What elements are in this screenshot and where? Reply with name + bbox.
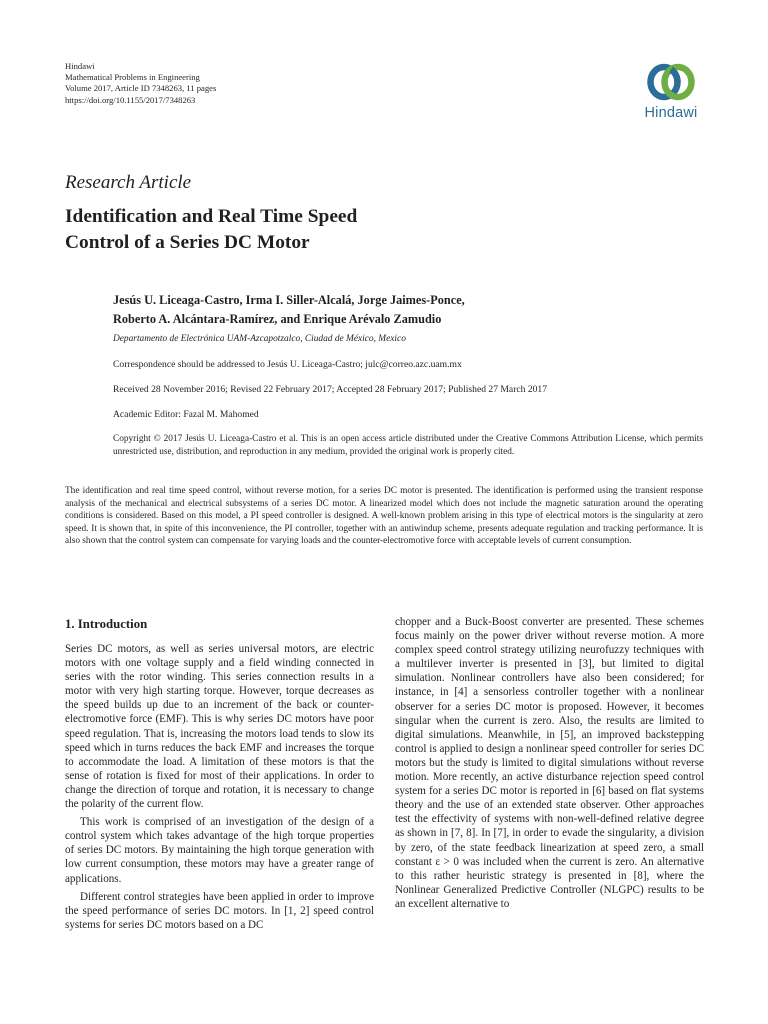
title-line-1: Identification and Real Time Speed <box>65 206 358 227</box>
hindawi-rings-logo-icon <box>637 58 705 104</box>
journal-name: Mathematical Problems in Engineering <box>65 72 200 83</box>
section-heading-introduction: 1. Introduction <box>65 617 148 631</box>
abstract: The identification and real time speed control, without reverse motion, for a series DC motor is presented. The identification is performed using the transient response analysis of the mechanical and electrical subsystems of a series DC motor. A linearized model which does not include the magnetic saturation around the operating conditions is considered. Based on this model, a PI speed controller is designed. A well-known problem arising in this type of electrical motors is the singularity at zero speed. It is shown that, in spite of this inconvenience, the PI controller, together with an antiwindup scheme, presents adequate regulation and tracking performance. It is also shown that the control system can compensate for varying loads and the counter-electromotive force with acceptable levels of current consumption. <box>65 486 703 546</box>
paragraph: chopper and a Buck-Boost converter are presented. These schemes focus mainly on the power driver without reverse motion. A more complex speed control strategy utilizing neurofuzzy techniques with a multilever inverter is presented in [3], but limited to digital simulation. Nonlinear controllers have also been considered; for instance, in [4] a sensorless controller together with a nonlinear observer for a series DC motor is proposed. However, it becomes singular when the current is zero. Also, the results are limited to digital simulations. Meanwhile, in [5], an improved backstepping control is applied to design a nonlinear speed controller for series DC motors but the study is limited to digital simulations without reverse motion. More recently, an active disturbance rejection speed control system for a series DC motor is reported in [6] based on flat systems theory and the use of an extended state observer. Other approaches test the effectivity of systems with non-well-defined relative degree as shown in [7, 8]. In [7], in order to evade the singularity, a division by zero, of the state feedback linearization at speed zero, a small constant ε > 0 was included when the current is zero. An alternative to this rather heuristic strategy is presented in [8], where the Nonlinear Generalized Predictive Controller (NLGPC) results to be an excellent alternative to <box>395 616 704 910</box>
article-type: Research Article <box>65 172 192 193</box>
volume-info: Volume 2017, Article ID 7348263, 11 pages <box>65 83 217 94</box>
doi-link[interactable]: https://doi.org/10.1155/2017/7348263 <box>65 94 196 105</box>
hindawi-logo <box>637 58 705 130</box>
publisher-name: Hindawi <box>65 61 95 71</box>
publication-dates: Received 28 November 2016; Revised 22 February 2017; Accepted 28 February 2017; Published 27 March 2017 <box>113 384 548 395</box>
hindawi-wordmark: Hindawi <box>644 105 698 121</box>
paragraph: Different control strategies have been applied in order to improve the speed performance of series DC motors. In [1, 2] speed control systems for series DC motors based on a DC <box>65 890 374 931</box>
paragraph: Series DC motors, as well as series universal motors, are electric motors with one voltage supply and a field winding connected in series with the rotor winding. This series connection results in a motor with very high starting torque. However, torque decreases as the speed builds up due to an increment of the back or counter-electromotive force (EMF). This is why series DC motors have poor speed regulation. That is, increasing the motors load tends to slow its speed which in turns reduces the back EMF and increases the torque to accommodate the load. A limitation of these motors is that the sense of rotation is fixed for most of their applications. In order to change the direction of torque and rotation, it is necessary to change the polarity of the current flow. <box>65 643 374 811</box>
paragraph: This work is comprised of an investigation of the design of a control system which takes advantage of the high torque properties of series DC motors. By maintaining the high torque generation with low current consumption, these motors may have a greater range of applications. <box>65 816 374 885</box>
author-line-1: Jesús U. Liceaga-Castro, Irma I. Siller-Alcalá, Jorge Jaimes-Ponce, <box>113 293 465 307</box>
correspondence: Correspondence should be addressed to Jesús U. Liceaga-Castro; julc@correo.azc.uam.mx <box>113 359 462 370</box>
title-line-2: Control of a Series DC Motor <box>65 231 310 253</box>
article-title <box>65 204 357 255</box>
copyright-notice: Copyright © 2017 Jesús U. Liceaga-Castro et al. This is an open access article distributed under the Creative Commons Attribution License, which permits unrestricted use, distribution, and reproduction in any medium, provided the original work is properly cited. <box>113 434 703 457</box>
journal-header <box>65 61 216 106</box>
author-line-2: Roberto A. Alcántara-Ramírez, and Enrique Arévalo Zamudio <box>113 311 442 326</box>
affiliation: Departamento de Electrónica UAM-Azcapotzalco, Ciudad de México, Mexico <box>113 334 406 344</box>
left-column <box>65 642 374 932</box>
author-list <box>113 291 465 328</box>
academic-editor: Academic Editor: Fazal M. Mahomed <box>113 409 259 420</box>
right-column <box>395 615 704 911</box>
